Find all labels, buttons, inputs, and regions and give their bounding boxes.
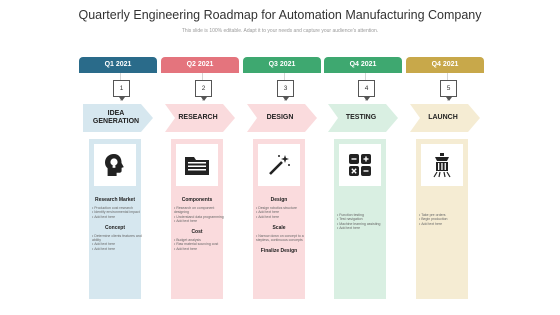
bullet-item: • Take pre orders: [419, 213, 469, 217]
bullet-item: • Add text here: [256, 215, 306, 219]
bullet-item: • Add text here: [92, 247, 142, 251]
page-subtitle: This slide is 100% editable. Adapt it to your needs and capture your audience's attention.: [181, 28, 379, 34]
bullet-item: • Understand data programming: [174, 215, 224, 219]
stage-details: [252, 197, 306, 254]
step-number-box: [195, 80, 212, 97]
step-number: 4: [364, 85, 369, 92]
pointer-down-icon: [364, 97, 370, 101]
section-heading: Design: [270, 197, 288, 203]
bullet-item: • Begin production: [419, 217, 469, 221]
step-number: 2: [201, 85, 206, 92]
stage-details: [170, 197, 224, 251]
bullet-item: • Research on component designing: [174, 206, 224, 215]
stage-label: TESTING: [345, 114, 377, 121]
bullet-item: • Add text here: [92, 242, 142, 246]
bullet-item: • Raw material sourcing cost: [174, 242, 224, 246]
bullet-item: • Test navigation: [337, 217, 387, 221]
section-heading: Concept: [105, 224, 125, 231]
bullet-item: • Identify environmental impact: [92, 210, 142, 214]
stage-column: [328, 0, 408, 315]
bullet-item: • Add text here: [174, 247, 224, 251]
bullet-item: • Add text here: [256, 210, 306, 214]
page-title: Quarterly Engineering Roadmap for Automation Manufacturing Company: [78, 8, 482, 22]
pointer-down-icon: [283, 97, 289, 101]
stage-details: [333, 197, 387, 230]
quarter-tab: Q4 2021: [406, 57, 484, 73]
bullet-item: • Add text here: [419, 222, 469, 226]
stage-label: LAUNCH: [428, 114, 458, 121]
step-number: 3: [283, 85, 288, 92]
bullet-item: • Add text here: [174, 219, 224, 223]
bullet-item: • Machine learning assisting: [337, 222, 387, 226]
magic-wand-icon: [258, 144, 300, 186]
pointer-down-icon: [119, 97, 125, 101]
stage-details: [88, 197, 142, 251]
stage-column: [410, 0, 490, 315]
pointer-down-icon: [201, 97, 207, 101]
bullet-item: • Determine clients features and ability: [92, 234, 142, 243]
quarter-tab: Q2 2021: [161, 57, 239, 73]
section-heading: Research Market: [94, 197, 136, 203]
bullet-item: • Budget analysis: [174, 238, 224, 242]
test-grid-icon: [339, 144, 381, 186]
section-heading: Scale: [272, 224, 286, 231]
bullet-item: • Production cost research: [92, 206, 142, 210]
step-number-box: [113, 80, 130, 97]
step-number-box: [277, 80, 294, 97]
bullet-item: • Narrow down on concept to a stepless, continuous concepts: [256, 234, 306, 243]
step-number: 5: [446, 85, 451, 92]
folder-icon: [176, 144, 218, 186]
stage-details: [415, 197, 469, 226]
bullet-item: • Add text here: [337, 226, 387, 230]
launch-fountain-icon: [421, 144, 463, 186]
bullet-item: • Add text here: [92, 215, 142, 219]
stage-column: [165, 0, 245, 315]
quarter-tab: Q3 2021: [243, 57, 321, 73]
stage-label: IDEA GENERATION: [92, 110, 140, 125]
section-heading: Components: [181, 197, 213, 203]
quarter-tab: Q1 2021: [79, 57, 157, 73]
stage-column: [247, 0, 327, 315]
pointer-down-icon: [446, 97, 452, 101]
stage-label: DESIGN: [266, 114, 294, 121]
bullet-item: • Design robotics structure: [256, 206, 306, 210]
quarter-tab: Q4 2021: [324, 57, 402, 73]
stage-column: [83, 0, 163, 315]
section-heading: Finalize Design: [260, 248, 298, 255]
step-number: 1: [119, 85, 124, 92]
section-heading: Cost: [191, 229, 203, 236]
bullet-item: • Function testing: [337, 213, 387, 217]
step-number-box: [440, 80, 457, 97]
stage-label: RESEARCH: [178, 114, 218, 121]
step-number-box: [358, 80, 375, 97]
head-lightbulb-icon: [94, 144, 136, 186]
